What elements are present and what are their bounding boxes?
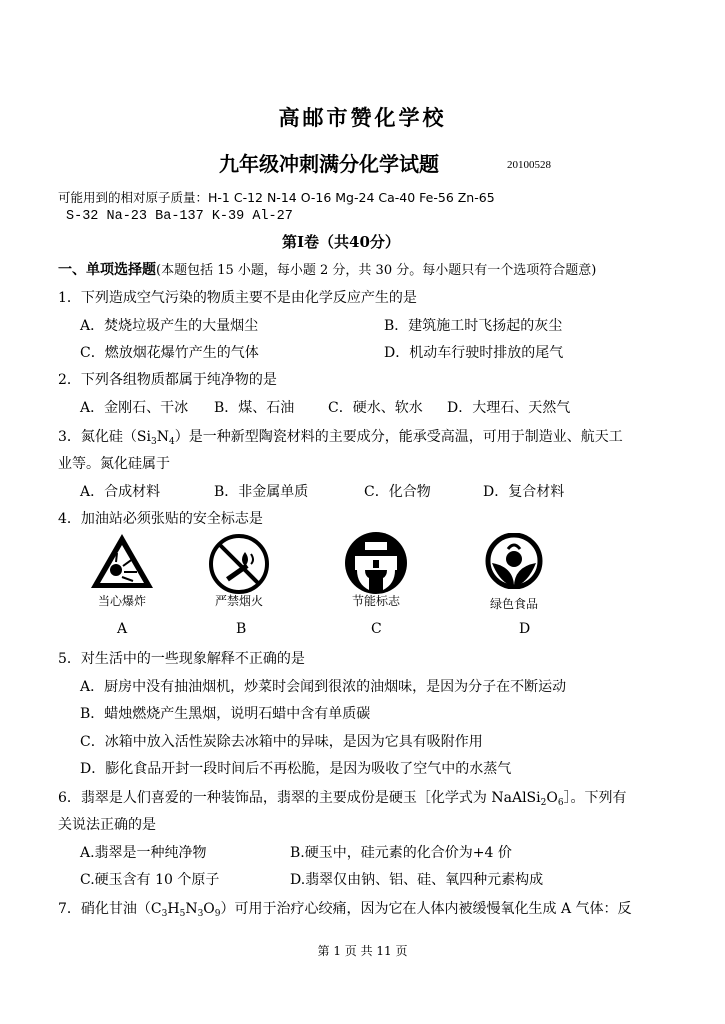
q1-option-d: D．机动车行驶时排放的尾气 [384, 345, 564, 361]
sign-caption: 绿色食品 [489, 597, 538, 611]
explosion-warning-sign [77, 532, 167, 612]
q3-option-d: D．复合材料 [483, 484, 565, 500]
q6-sub: 2 [540, 798, 547, 808]
q6-stem-line2: 关说法正确的是 [58, 817, 156, 833]
exam-title: 九年级冲刺满分化学试题 [219, 152, 439, 176]
q3-stem-text: 3．氮化硅（Si [58, 429, 151, 445]
q7-sub: 9 [214, 909, 221, 919]
q6-stem-text: ］。下列有 [563, 790, 627, 806]
no-fire-sign [194, 532, 284, 612]
section-note: (本题包括 15 小题，每小题 2 分，共 30 分。每小题只有一个选项符合题意) [156, 263, 597, 278]
q7-formula: N [185, 901, 198, 917]
q3-stem [58, 426, 623, 447]
q6-option-c: C.硬玉含有 10 个原子 [80, 872, 220, 888]
sign-letter: B [236, 621, 247, 637]
q1-option-c: C．燃放烟花爆竹产生的气体 [80, 345, 259, 361]
q3-stem-text: ）是一种新型陶瓷材料的主要成分，能承受高温，可用于制造业、航天工 [174, 429, 623, 445]
section-heading [58, 259, 596, 279]
q7-sub: 3 [197, 909, 204, 919]
q3-option-a: A．合成材料 [80, 484, 161, 500]
atomic-masses-line1: 可能用到的相对原子质量：H-1 C-12 N-14 O-16 Mg-24 Ca-40 Fe-56 Zn-65 [58, 190, 495, 205]
green-food-icon [484, 533, 544, 589]
q3-sub: 4 [168, 437, 175, 447]
atomic-masses-line2: S-32 Na-23 Ba-137 K-39 Al-27 [66, 209, 293, 224]
school-name: 高邮市赞化学校 [278, 105, 447, 130]
exam-date: 20100528 [507, 159, 551, 171]
sign-caption: 节能标志 [351, 594, 400, 608]
q1-stem: 1．下列造成空气污染的物质主要不是由化学反应产生的是 [58, 290, 417, 306]
sign-caption: 严禁烟火 [214, 594, 263, 608]
section-title: 一、单项选择题 [58, 262, 156, 278]
q2-option-d: D．大理石、天然气 [447, 400, 571, 416]
sign-letter: A [117, 621, 128, 637]
q6-stem-text: 6．翡翠是人们喜爱的一种装饰品，翡翠的主要成份是硬玉［化学式为 NaAlSi [58, 790, 541, 806]
q2-stem: 2．下列各组物质都属于纯净物的是 [58, 372, 277, 388]
q1-option-a: A．焚烧垃圾产生的大量烟尘 [80, 318, 259, 334]
q2-option-a: A．金刚石、干冰 [80, 400, 189, 416]
q6-formula: O [546, 790, 558, 806]
q7-sub: 5 [179, 909, 186, 919]
q7-formula: H [167, 901, 180, 917]
q6-stem [58, 787, 627, 808]
q7-stem-text: 7．硝化甘油（C [58, 901, 162, 917]
q6-option-d: D.翡翠仅由钠、铝、硅、氧四种元素构成 [290, 872, 544, 888]
q2-option-c: C．硬水、软水 [328, 400, 423, 416]
q5-stem: 5．对生活中的一些现象解释不正确的是 [58, 651, 305, 667]
q5-option-d: D．膨化食品开封一段时间后不再松脆，是因为吸收了空气中的水蒸气 [80, 761, 512, 777]
sign-caption: 当心爆炸 [97, 594, 146, 608]
page-footer: 第 1 页 共 11 页 [317, 944, 408, 958]
sign-letter: D [519, 621, 531, 637]
q2-option-b: B．煤、石油 [214, 400, 295, 416]
energy-saving-icon [343, 530, 409, 596]
q4-stem: 4．加油站必须张贴的安全标志是 [58, 511, 263, 527]
q7-sub: 3 [161, 909, 168, 919]
q3-option-c: C．化合物 [364, 484, 431, 500]
q1-option-b: B．建筑施工时飞扬起的灰尘 [384, 318, 563, 334]
q6-sub: 6 [557, 798, 564, 808]
sign-letter: C [371, 621, 382, 637]
q3-sub: 3 [150, 437, 157, 447]
q3-option-b: B．非金属单质 [214, 484, 309, 500]
green-food-sign [469, 533, 559, 613]
q7-stem-text: ）可用于治疗心绞痛，因为它在人体内被缓慢氧化生成 A 气体：反 [220, 901, 632, 917]
explosion-icon [89, 532, 155, 590]
q3-stem-line2: 业等。氮化硅属于 [58, 456, 170, 472]
no-fire-icon [207, 532, 271, 596]
q5-option-b: B．蜡烛燃烧产生黑烟，说明石蜡中含有单质碳 [80, 706, 371, 722]
q5-option-c: C．冰箱中放入活性炭除去冰箱中的异味，是因为它具有吸附作用 [80, 734, 483, 750]
q7-formula: O [203, 901, 215, 917]
q6-option-b: B.硬玉中，硅元素的化合价为+4 价 [290, 845, 512, 861]
q3-formula: N [156, 429, 169, 445]
energy-saving-sign [331, 530, 421, 610]
q7-stem [58, 898, 632, 919]
q5-option-a: A．厨房中没有抽油烟机，炒菜时会闻到很浓的油烟味，是因为分子在不断运动 [80, 679, 567, 695]
q6-option-a: A.翡翠是一种纯净物 [80, 845, 207, 861]
volume-heading: 第Ⅰ卷（共40分） [282, 233, 400, 251]
